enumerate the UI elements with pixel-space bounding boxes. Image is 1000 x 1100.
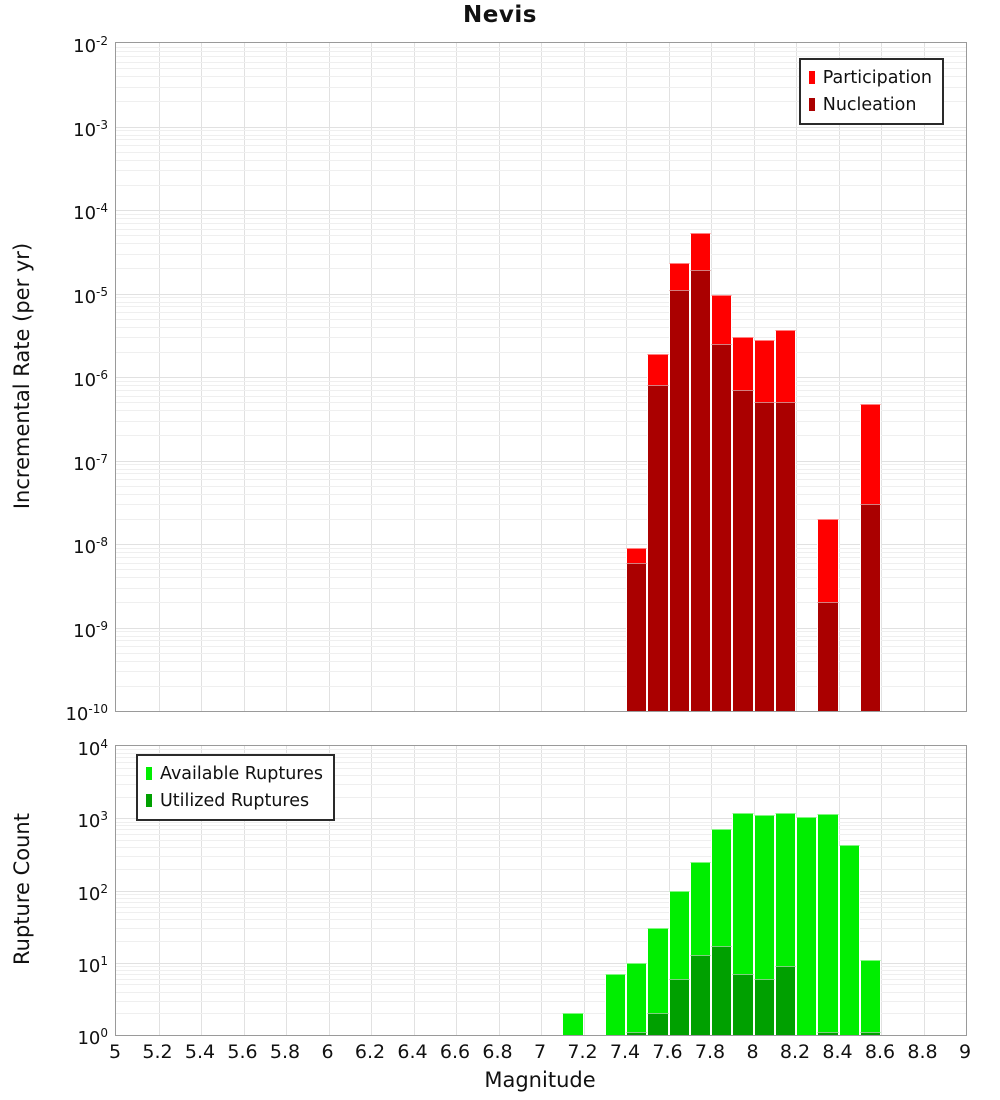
- nucleation-bar: [860, 504, 881, 711]
- nucleation-bar: [711, 344, 732, 711]
- major-gridline: [116, 628, 966, 629]
- minor-gridline: [116, 686, 966, 687]
- minor-gridline: [116, 557, 966, 558]
- major-gridline: [116, 461, 966, 462]
- minor-gridline: [116, 588, 966, 589]
- minor-gridline: [116, 822, 966, 823]
- x-tick-label: 6.8: [482, 1041, 513, 1063]
- x-tick-label: 7: [533, 1041, 547, 1063]
- minor-gridline: [116, 319, 966, 320]
- minor-gridline: [116, 469, 966, 470]
- major-gridline: [116, 127, 966, 128]
- minor-gridline: [116, 381, 966, 382]
- minor-gridline: [116, 243, 966, 244]
- nucleation-swatch: [809, 98, 815, 111]
- y-tick-label: $10^{-10}$: [65, 702, 108, 725]
- minor-gridline: [116, 254, 966, 255]
- bottom-chart-plot-area: [115, 745, 967, 1036]
- legend-item: [146, 787, 323, 814]
- minor-gridline: [116, 473, 966, 474]
- minor-gridline: [116, 504, 966, 505]
- nucleation-bar: [817, 602, 838, 711]
- x-tick-label: 6.2: [354, 1041, 386, 1063]
- participation-swatch: [809, 71, 815, 84]
- minor-gridline: [116, 410, 966, 411]
- x-tick-label: 5.2: [142, 1041, 173, 1063]
- y-tick-label: $10^{-6}$: [73, 368, 108, 391]
- minor-gridline: [116, 653, 966, 654]
- x-tick-label: 6.6: [439, 1041, 471, 1063]
- utilized-ruptures-bar: [860, 1032, 881, 1035]
- minor-gridline: [116, 327, 966, 328]
- minor-gridline: [116, 577, 966, 578]
- available-ruptures-bar: [796, 817, 817, 1035]
- top-chart-plot-area: [115, 42, 967, 712]
- x-tick-label: 9: [958, 1041, 972, 1063]
- minor-gridline: [116, 139, 966, 140]
- major-gridline: [116, 544, 966, 545]
- nucleation-bar: [732, 390, 753, 711]
- y-axis-label-rupture-count: Rupture Count: [10, 813, 34, 965]
- minor-gridline: [116, 337, 966, 338]
- y-tick-label: $10^2$: [77, 881, 108, 905]
- x-tick-label: 5: [108, 1041, 122, 1063]
- minor-gridline: [116, 185, 966, 186]
- utilized-ruptures-bar: [669, 979, 690, 1035]
- available-ruptures-bar: [626, 963, 647, 1035]
- x-axis-label-magnitude: Magnitude: [484, 1068, 596, 1092]
- minor-gridline: [116, 145, 966, 146]
- minor-gridline: [116, 569, 966, 570]
- minor-gridline: [116, 825, 966, 826]
- x-tick-label: 7.8: [694, 1041, 726, 1063]
- minor-gridline: [116, 519, 966, 520]
- minor-gridline: [116, 223, 966, 224]
- legend-item: [809, 91, 932, 118]
- legend-label: Participation: [822, 67, 932, 88]
- minor-gridline: [116, 636, 966, 637]
- y-axis-label-incremental-rate: Incremental Rate (per yr): [10, 242, 34, 510]
- bottom-chart-legend: [136, 754, 335, 821]
- minor-gridline: [116, 435, 966, 436]
- minor-gridline: [116, 421, 966, 422]
- minor-gridline: [116, 552, 966, 553]
- minor-gridline: [116, 297, 966, 298]
- y-tick-label: $10^{-2}$: [73, 34, 108, 57]
- nucleation-bar: [690, 270, 711, 711]
- utilized-ruptures-bar: [817, 1032, 838, 1035]
- top-chart-legend: [799, 58, 944, 125]
- y-tick-label: $10^3$: [77, 809, 108, 833]
- minor-gridline: [116, 661, 966, 662]
- minor-gridline: [116, 494, 966, 495]
- minor-gridline: [116, 302, 966, 303]
- x-tick-label: 6.4: [397, 1041, 428, 1063]
- y-tick-label: $10^{-4}$: [73, 201, 108, 224]
- minor-gridline: [116, 402, 966, 403]
- y-tick-label: $10^0$: [77, 1026, 108, 1049]
- minor-gridline: [116, 152, 966, 153]
- minor-gridline: [116, 170, 966, 171]
- legend-label: Available Ruptures: [160, 763, 323, 784]
- legend-item: [146, 760, 323, 787]
- nucleation-bar: [626, 563, 647, 711]
- y-tick-label: $10^4$: [77, 737, 108, 760]
- minor-gridline: [116, 306, 966, 307]
- y-tick-label: $10^1$: [77, 953, 108, 977]
- x-tick-label: 8: [746, 1041, 759, 1063]
- minor-gridline: [116, 218, 966, 219]
- minor-gridline: [116, 829, 966, 830]
- utilized-ruptures-bar: [626, 1032, 647, 1035]
- x-tick-label: 7.2: [567, 1041, 598, 1063]
- minor-gridline: [116, 268, 966, 269]
- x-tick-label: 8.8: [907, 1041, 938, 1063]
- utilized-ruptures-bar: [711, 946, 732, 1035]
- minor-gridline: [116, 56, 966, 57]
- nucleation-bar: [669, 290, 690, 711]
- available-ruptures-swatch: [146, 767, 152, 780]
- minor-gridline: [116, 385, 966, 386]
- minor-gridline: [116, 47, 966, 48]
- minor-gridline: [116, 834, 966, 835]
- utilized-ruptures-bar: [647, 1013, 668, 1035]
- minor-gridline: [116, 135, 966, 136]
- utilized-ruptures-bar: [775, 966, 796, 1035]
- minor-gridline: [116, 563, 966, 564]
- utilized-ruptures-bar: [754, 979, 775, 1035]
- x-tick-label: 8.4: [822, 1041, 853, 1063]
- x-tick-label: 6: [321, 1041, 334, 1063]
- y-tick-label: $10^{-7}$: [73, 451, 108, 475]
- utilized-ruptures-swatch: [146, 794, 152, 807]
- available-ruptures-bar: [817, 814, 838, 1035]
- x-tick-label: 5.4: [184, 1041, 216, 1063]
- minor-gridline: [116, 602, 966, 603]
- minor-gridline: [116, 671, 966, 672]
- minor-gridline: [116, 51, 966, 52]
- legend-label: Utilized Ruptures: [160, 790, 310, 811]
- x-tick-label: 8.6: [864, 1041, 896, 1063]
- minor-gridline: [116, 646, 966, 647]
- minor-gridline: [116, 235, 966, 236]
- minor-gridline: [116, 214, 966, 215]
- minor-gridline: [116, 840, 966, 841]
- legend-item: [809, 64, 932, 91]
- legend-label: Nucleation: [822, 94, 917, 115]
- x-tick-label: 7.4: [609, 1041, 641, 1063]
- nucleation-bar: [775, 402, 796, 711]
- minor-gridline: [116, 640, 966, 641]
- minor-gridline: [116, 396, 966, 397]
- minor-gridline: [116, 486, 966, 487]
- minor-gridline: [116, 229, 966, 230]
- available-ruptures-bar: [839, 845, 860, 1035]
- x-tick-label: 7.6: [652, 1041, 683, 1063]
- utilized-ruptures-bar: [690, 955, 711, 1035]
- y-tick-label: $10^{-8}$: [73, 535, 108, 558]
- minor-gridline: [116, 464, 966, 465]
- minor-gridline: [116, 390, 966, 391]
- y-tick-label: $10^{-5}$: [73, 284, 108, 308]
- x-tick-label: 5.8: [269, 1041, 301, 1063]
- available-ruptures-bar: [605, 974, 626, 1035]
- chart-title: Nevis: [463, 2, 537, 28]
- available-ruptures-bar: [562, 1013, 583, 1035]
- nucleation-bar: [754, 402, 775, 711]
- minor-gridline: [116, 312, 966, 313]
- minor-gridline: [116, 479, 966, 480]
- nucleation-bar: [647, 385, 668, 711]
- major-gridline: [116, 210, 966, 211]
- major-gridline: [116, 377, 966, 378]
- available-ruptures-bar: [860, 960, 881, 1035]
- minor-gridline: [116, 631, 966, 632]
- y-tick-label: $10^{-3}$: [73, 117, 108, 141]
- major-gridline: [116, 294, 966, 295]
- x-tick-label: 8.2: [779, 1041, 811, 1063]
- minor-gridline: [116, 749, 966, 750]
- utilized-ruptures-bar: [732, 974, 753, 1035]
- y-tick-label: $10^{-9}$: [73, 618, 108, 642]
- minor-gridline: [116, 130, 966, 131]
- x-tick-label: 5.6: [227, 1041, 258, 1063]
- minor-gridline: [116, 352, 966, 353]
- minor-gridline: [116, 160, 966, 161]
- minor-gridline: [116, 548, 966, 549]
